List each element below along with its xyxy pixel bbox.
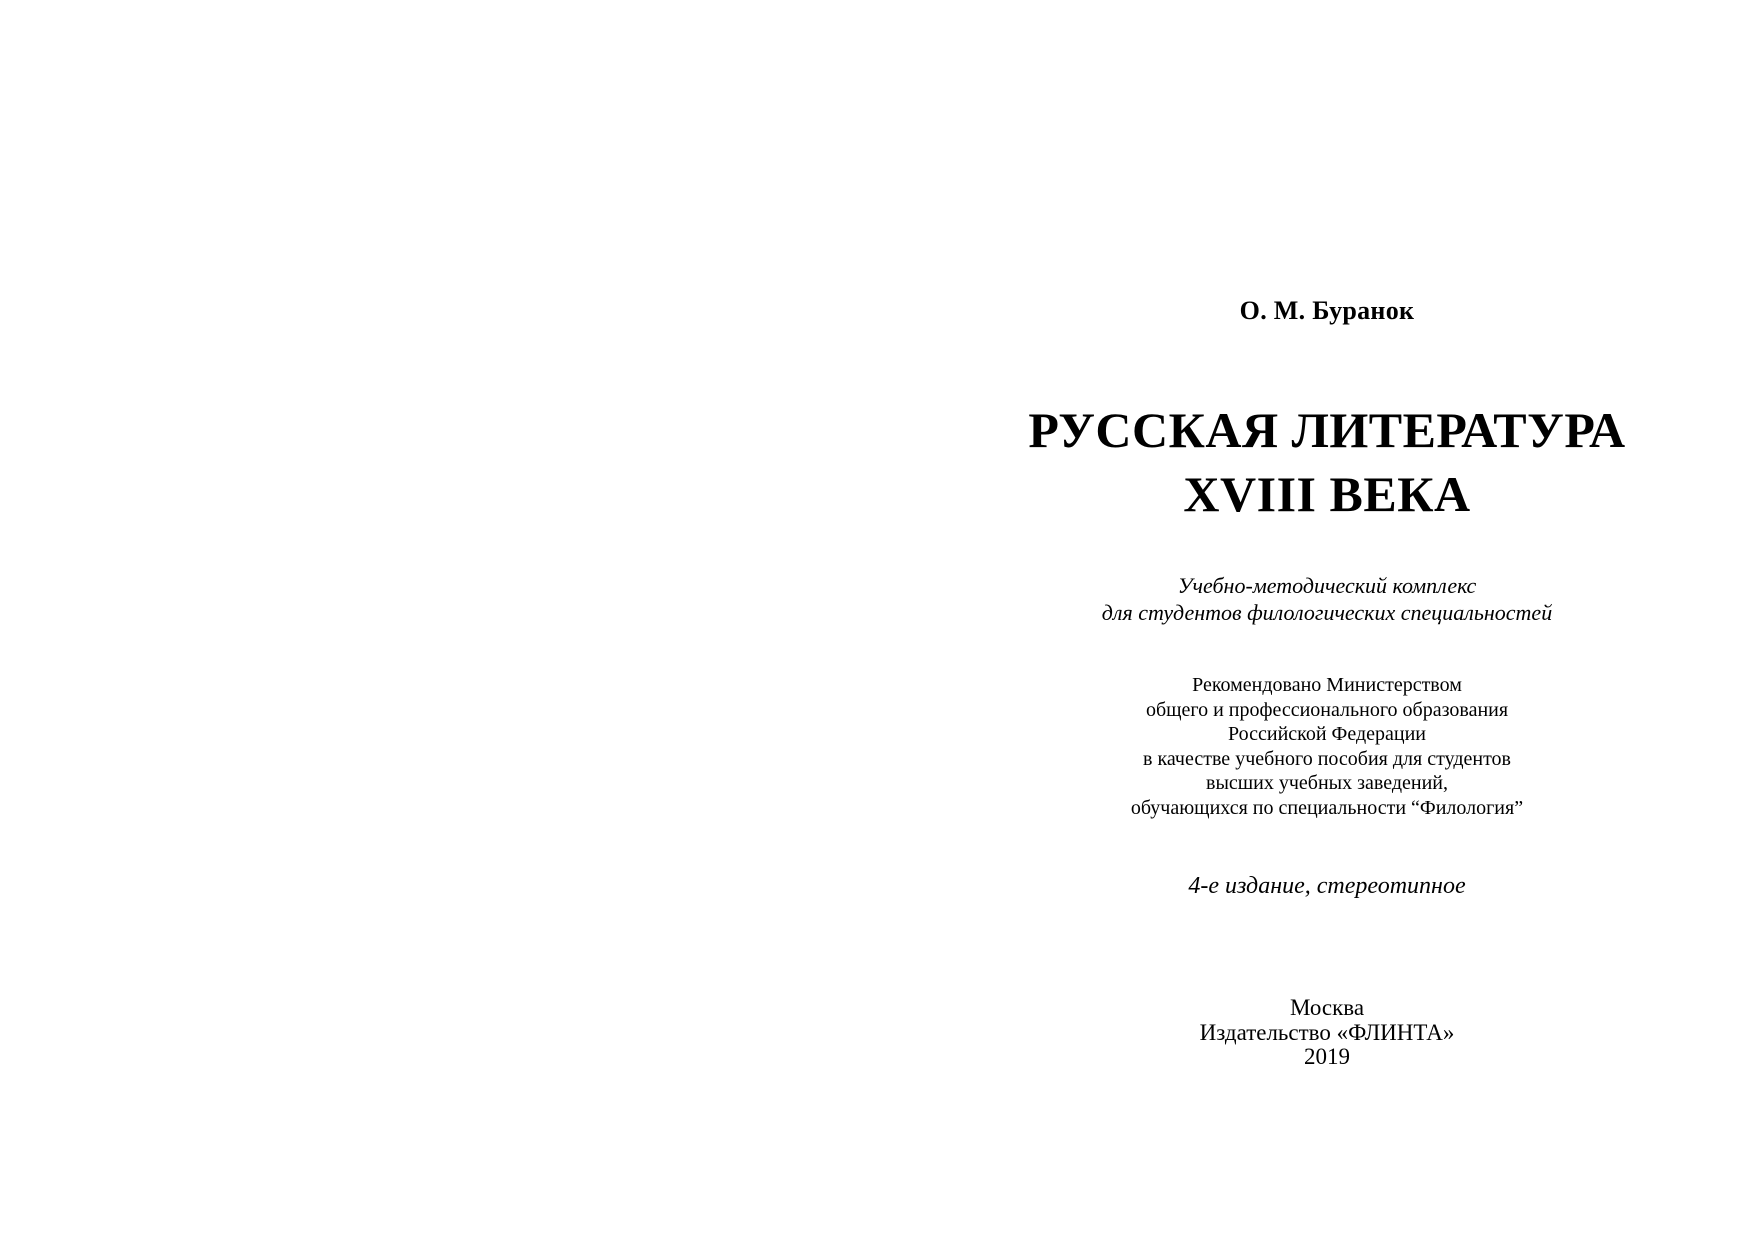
recommendation-line: общего и профессионального образования [1145,698,1509,721]
author-name: О. М. Буранок [1239,296,1415,325]
imprint-publisher: Издательство «ФЛИНТА» [1199,1019,1455,1045]
recommendation-line: высших учебных заведений, [1206,772,1448,794]
title-page [877,0,1754,1241]
publisher-imprint [1027,996,1627,1070]
ministry-recommendation [977,673,1677,820]
subtitle-line: для студентов филологических специальностей [1101,600,1553,625]
title-line: XVIII ВЕКА [1183,466,1471,522]
subtitle-line: Учебно-методический комплекс [1177,573,1477,598]
recommendation-line: в качестве учебного пособия для студентов [1143,747,1511,770]
imprint-city: Москва [1289,995,1365,1020]
title-line: РУССКАЯ ЛИТЕРАТУРА [1028,402,1626,458]
edition-note: 4-е издание, стереотипное [1188,873,1466,899]
imprint-year: 2019 [1304,1044,1350,1069]
recommendation-line: Рекомендовано Министерством [1192,674,1462,696]
recommendation-line: обучающихся по специальности “Филология” [1130,796,1524,819]
book-subtitle [977,572,1677,626]
recommendation-line: Российской Федерации [1227,723,1427,745]
book-title [977,398,1677,526]
